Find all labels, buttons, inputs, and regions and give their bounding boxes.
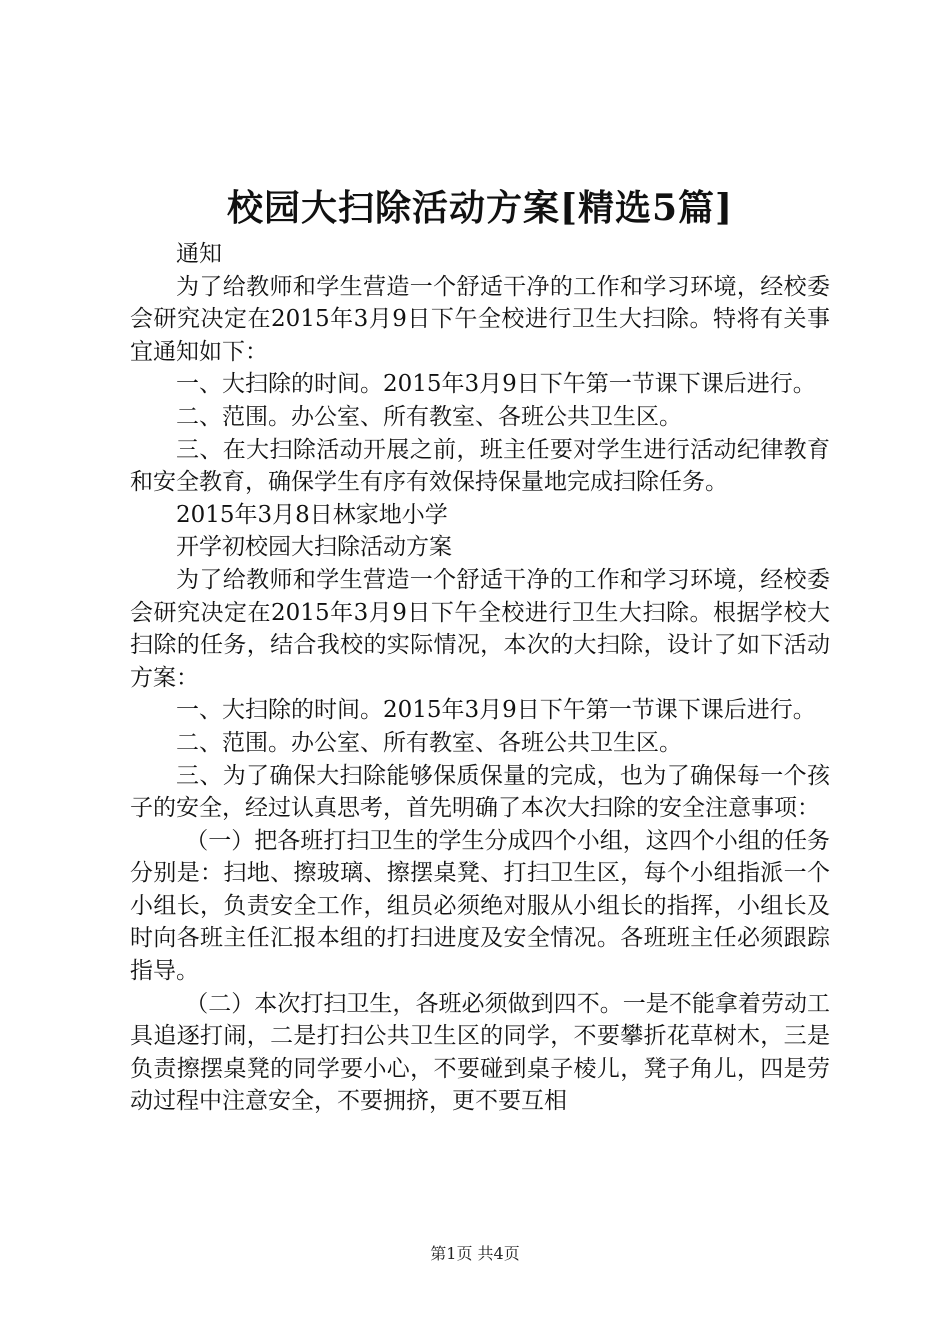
paragraph: （一）把各班打扫卫生的学生分成四个小组，这四个小组的任务分别是：扫地、擦玻璃、擦摆桌凳、打扫卫生区，每个小组指派一个小组长，负责安全工作，组员必须绝对服从小组长的指挥，小组长及时向各班主任汇报本组的打扫进度及安全情况。各班班主任必须跟踪指导。	[130, 827, 830, 985]
paragraph: （二）本次打扫卫生，各班必须做到四不。一是不能拿着劳动工具追逐打闹，二是打扫公共卫生区的同学，不要攀折花草树木，三是负责擦摆桌凳的同学要小心，不要碰到桌子棱儿，凳子角儿，四是劳动过程中注意安全，不要拥挤，更不要互相	[130, 990, 830, 1115]
paragraph: 二、范围。办公室、所有教室、各班公共卫生区。	[176, 403, 682, 430]
paragraph-notice-label: 通知	[176, 241, 222, 267]
paragraph-subtitle: 开学初校园大扫除活动方案	[176, 534, 452, 561]
paragraph: 为了给教师和学生营造一个舒适干净的工作和学习环境，经校委会研究决定在2015年3月9日下午全校进行卫生大扫除。特将有关事宜通知如下：	[130, 273, 830, 365]
paragraph-date-signature: 2015年3月8日林家地小学	[176, 501, 448, 528]
paragraph: 一、大扫除的时间。2015年3月9日下午第一节课下课后进行。	[176, 697, 816, 724]
document-page	[130, 178, 830, 1118]
document-title: 校园大扫除活动方案[精选5篇]	[226, 187, 734, 229]
document-body	[130, 238, 830, 1118]
page-number-footer: 第1页 共4页	[430, 1244, 520, 1263]
paragraph: 为了给教师和学生营造一个舒适干净的工作和学习环境，经校委会研究决定在2015年3月9日下午全校进行卫生大扫除。根据学校大扫除的任务，结合我校的实际情况，本次的大扫除，设计了如下活动方案：	[130, 566, 830, 691]
paragraph: 二、范围。办公室、所有教室、各班公共卫生区。	[176, 729, 682, 756]
paragraph: 三、在大扫除活动开展之前，班主任要对学生进行活动纪律教育和安全教育，确保学生有序有效保持保量地完成扫除任务。	[130, 436, 830, 496]
paragraph: 一、大扫除的时间。2015年3月9日下午第一节课下课后进行。	[176, 371, 816, 398]
paragraph: 三、为了确保大扫除能够保质保量的完成，也为了确保每一个孩子的安全，经过认真思考，首先明确了本次大扫除的安全注意事项：	[130, 762, 830, 822]
